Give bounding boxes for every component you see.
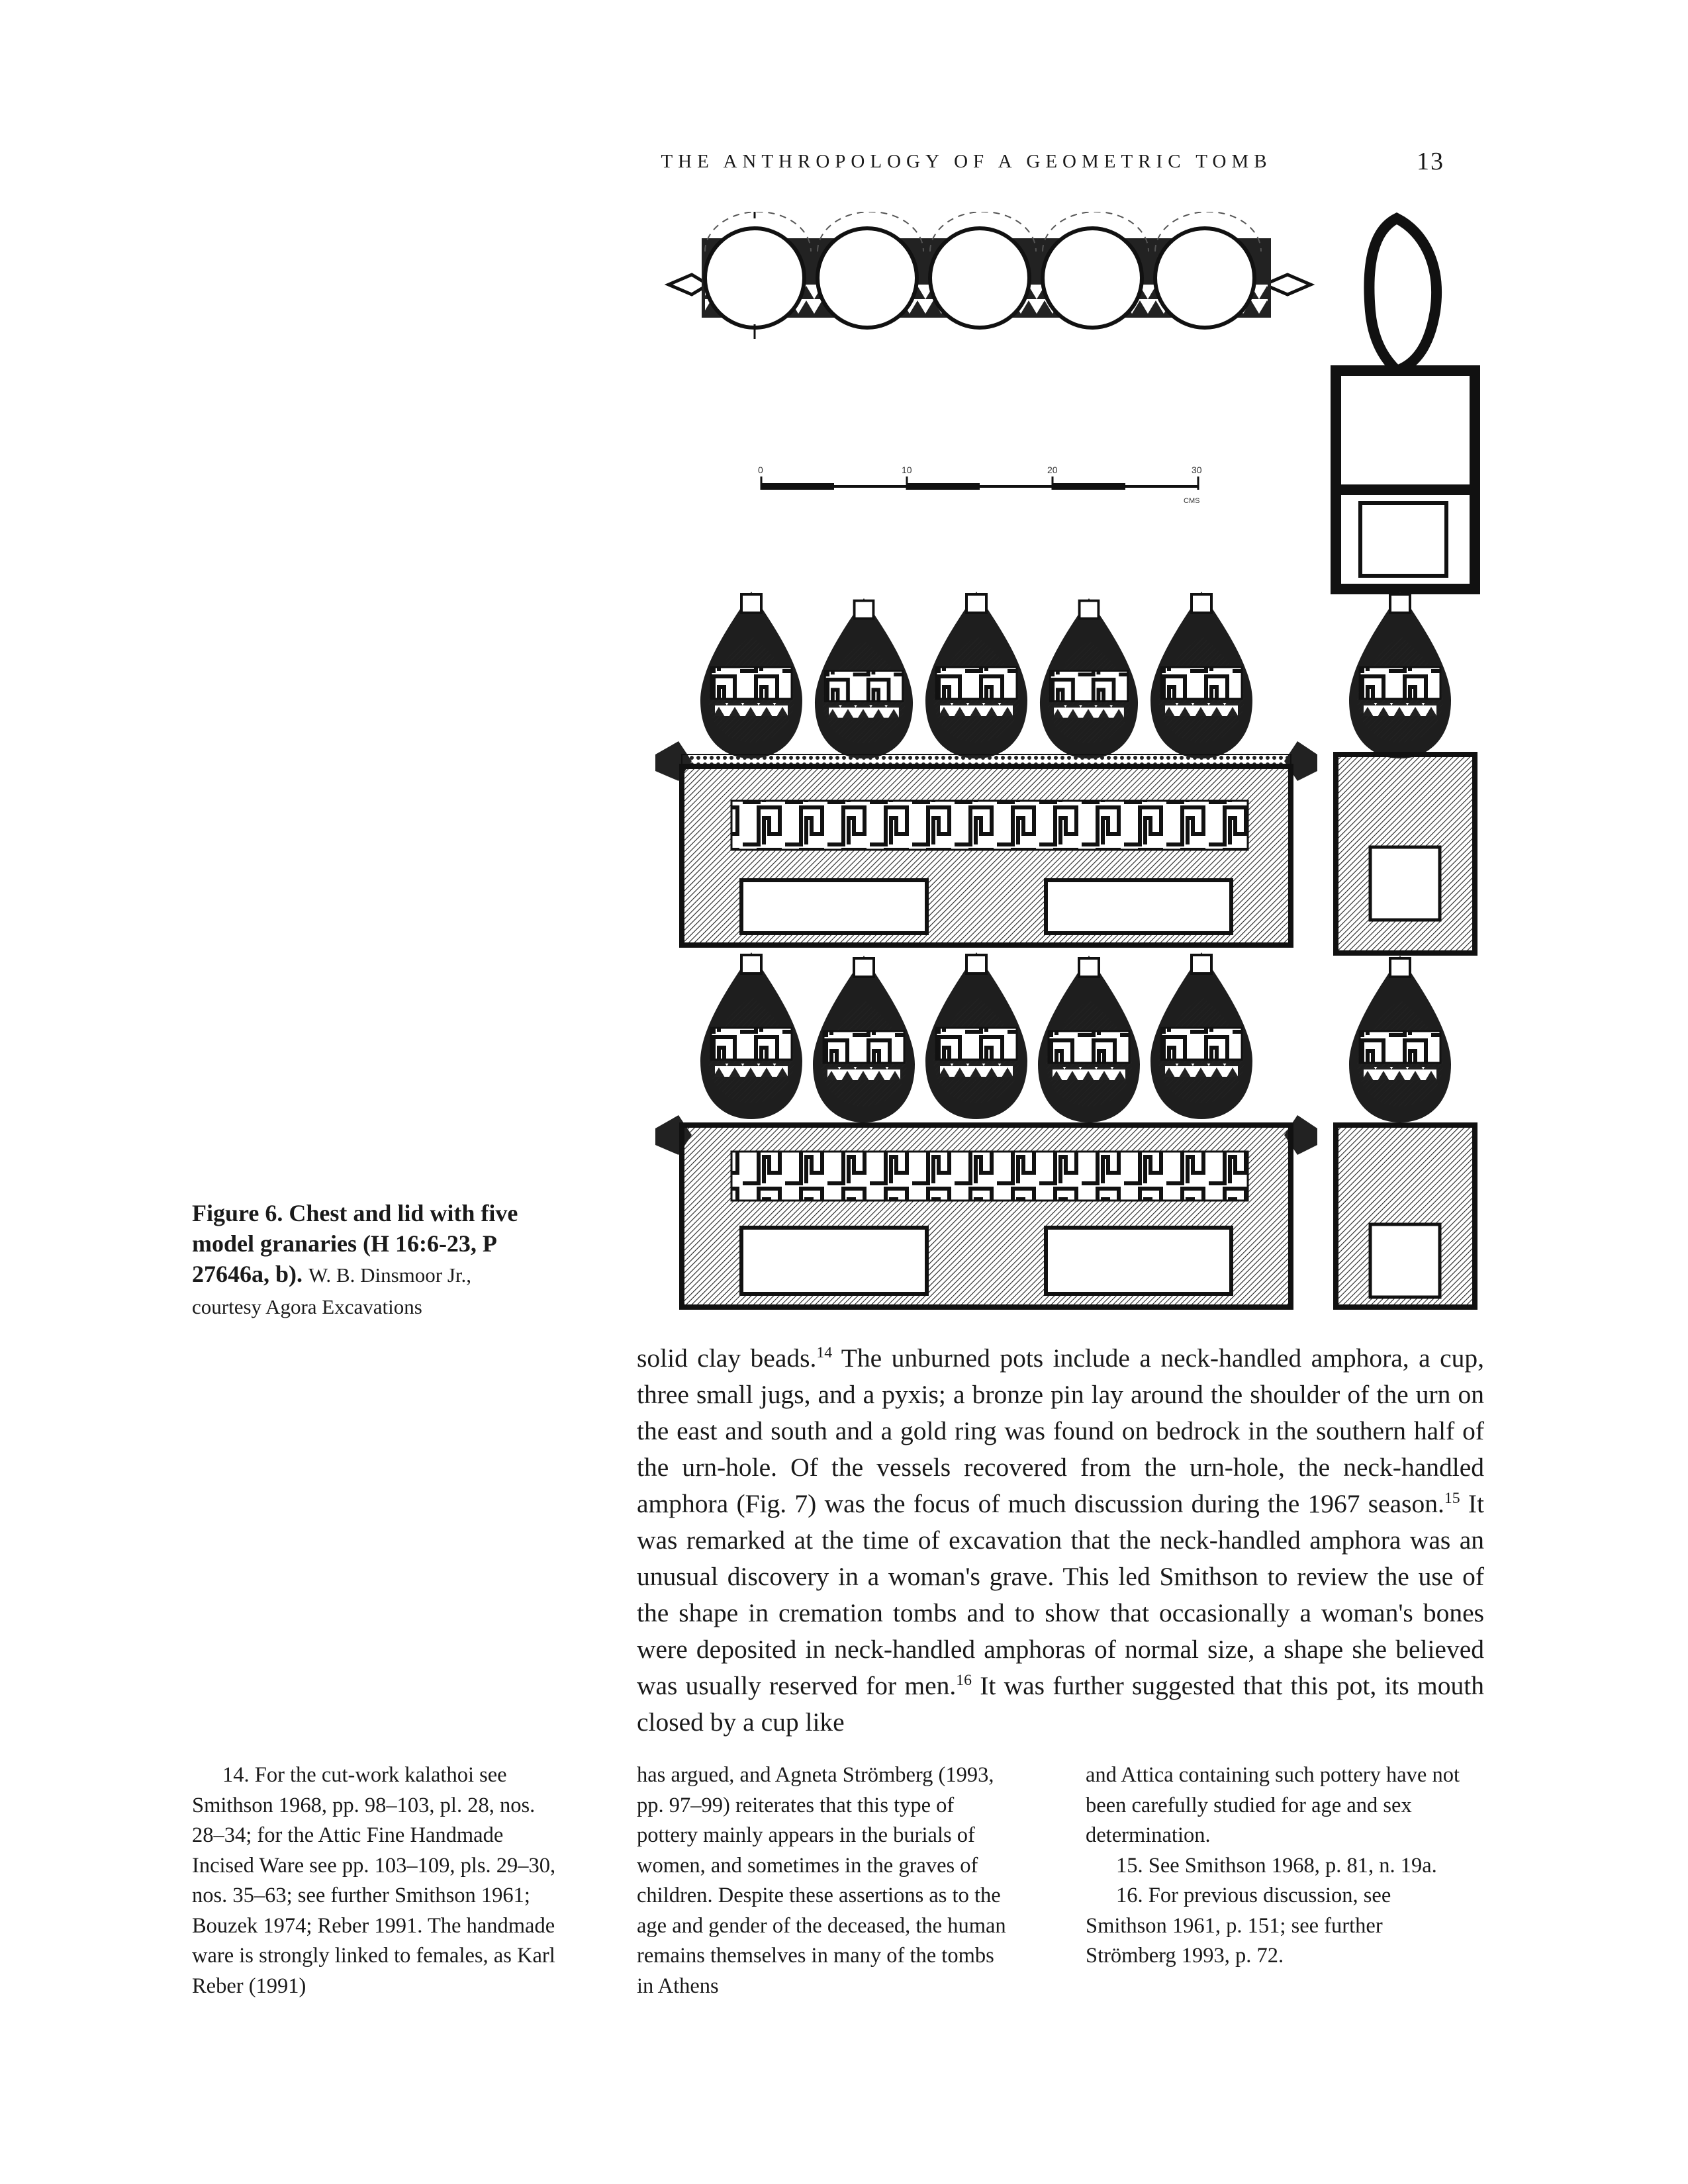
figure-caption xyxy=(192,1198,563,1322)
footnotes-column-2 xyxy=(637,1760,1014,2001)
body-text xyxy=(637,1340,1484,1741)
figure-6-drawing xyxy=(655,212,1503,1310)
footnote-ref-14: 14 xyxy=(816,1343,833,1361)
footnote-14-continued: has argued, and Agneta Strömberg (1993, pp. 97–99) reiterates that this type of pottery mainly appears in the burials of women, and sometimes in the graves of children. Despite these assertions as to the age and gender of the deceased, the human remains themselves in many of the tombs in Athens xyxy=(637,1763,1006,1998)
footnote-ref-16: 16 xyxy=(956,1671,972,1689)
page-number: 13 xyxy=(1417,148,1444,175)
caption-label: Figure 6. Chest and lid with five model granaries (H 16:6-23, P 27646a, b). xyxy=(192,1200,518,1287)
body-segment-3: It was remarked at the time of excavation that the neck-handled amphora was an unusual discovery in a woman's grave. This led Smithson to review the use of the shape in cremation tombs and to show that occasionally a woman's bones were deposited in neck-handled amphoras of normal size, a shape she believed was usually reserved for men. xyxy=(637,1489,1485,1700)
front-elevation-lower xyxy=(655,952,1475,1307)
body-segment-4: It was further suggested that this pot, its mouth closed by a cup like xyxy=(637,1671,1485,1737)
body-paragraph xyxy=(637,1340,1484,1741)
footnote-14-end: and Attica containing such pottery have not been carefully studied for age and sex determination. xyxy=(1086,1763,1460,1847)
footnotes-column-1 xyxy=(192,1760,569,2001)
scale-label-20: 20 xyxy=(1047,465,1058,475)
footnote-ref-15: 15 xyxy=(1444,1489,1460,1507)
body-segment-2: The unburned pots include a neck-handled amphora, a cup, three small jugs, and a pyxis; a bronze pin lay around the shoulder of the urn on the east and south and a gold ring was found on bedrock in the southern half of the urn-hole. Of the vessels recovered from the urn-hole, the neck-handled amphora (Fig. 7) was the focus of much discussion during the 1967 season. xyxy=(637,1343,1485,1518)
caption-credit-source: courtesy Agora Excavations xyxy=(192,1295,422,1318)
caption-credit: W. B. Dinsmoor Jr., xyxy=(308,1263,472,1287)
footnote-16: 16. For previous discussion, see Smithson 1961, p. 151; see further Strömberg 1993, p. 72. xyxy=(1086,1884,1391,1968)
scale-label-30: 30 xyxy=(1192,465,1202,475)
footnotes-column-3 xyxy=(1086,1760,1463,1972)
footnote-14: 14. For the cut-work kalathoi see Smithson 1968, pp. 98–103, pl. 28, nos. 28–34; for the Attic Fine Handmade Incised Ware see pp. 103–109, pls. 29–30, nos. 35–63; see further Smithson 1961; Bouzek 1974; Reber 1991. The handmade ware is strongly linked to females, as Karl Reber (1991) xyxy=(192,1763,556,1998)
running-head: THE ANTHROPOLOGY OF A GEOMETRIC TOMB xyxy=(661,151,1272,172)
body-segment-1: solid clay beads. xyxy=(637,1343,817,1373)
scale-unit: CMS xyxy=(1184,497,1200,505)
scale-bar xyxy=(758,465,1202,505)
scale-label-10: 10 xyxy=(902,465,912,475)
section-view xyxy=(1336,218,1475,589)
top-view-plan xyxy=(669,212,1311,339)
footnote-15: 15. See Smithson 1968, p. 81, n. 19a. xyxy=(1116,1853,1437,1878)
scale-label-0: 0 xyxy=(758,465,763,475)
front-elevation-upper xyxy=(655,592,1475,953)
